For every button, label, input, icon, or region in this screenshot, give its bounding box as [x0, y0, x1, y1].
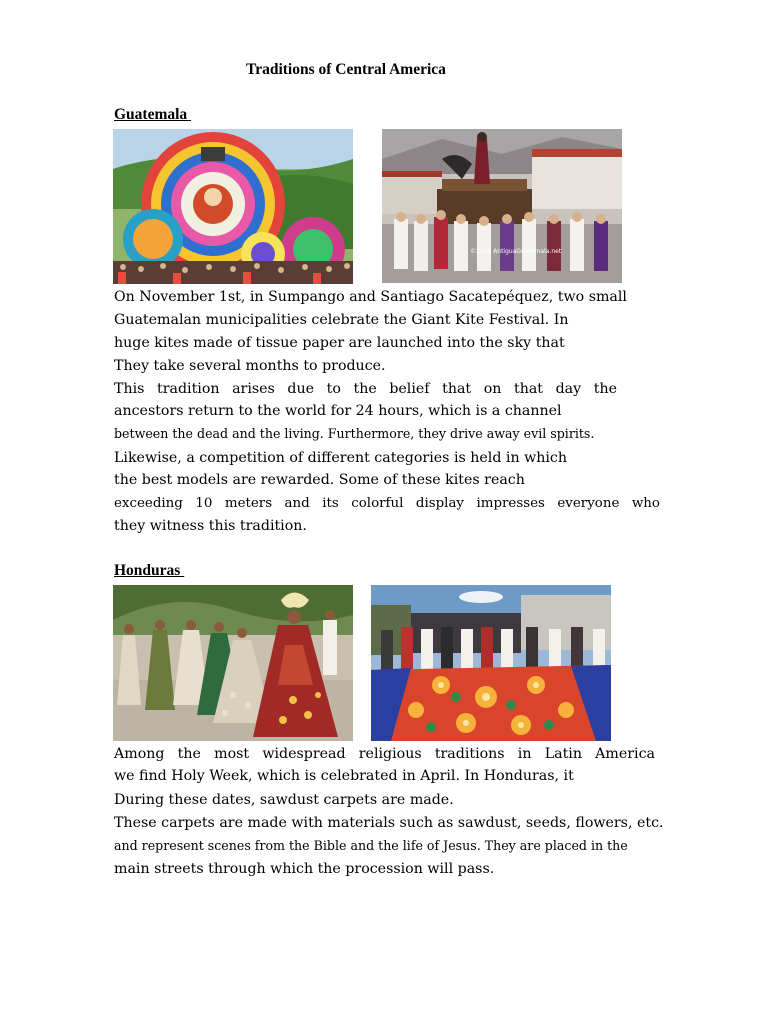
- text-line: During these dates, sawdust carpets are made.: [114, 792, 454, 808]
- text-line: This tradition arises due to the belief that on that day the: [114, 381, 617, 397]
- folk-dancers-photo: [113, 585, 353, 741]
- text-line: and represent scenes from the Bible and the life of Jesus. They are placed in the: [114, 838, 628, 853]
- text-line: These carpets are made with materials such as sawdust, seeds, flowers, etc.: [114, 815, 664, 831]
- text-line: ancestors return to the world for 24 hours, which is a channel: [114, 403, 562, 419]
- text-line: Likewise, a competition of different categories is held in which: [114, 450, 568, 466]
- document-title: Traditions of Central America: [246, 61, 446, 78]
- text-line: Guatemalan municipalities celebrate the Giant Kite Festival. In: [114, 312, 569, 328]
- section-heading-guatemala: Guatemala: [114, 106, 192, 123]
- text-line: exceeding 10 meters and its colorful display impresses everyone who: [114, 496, 660, 511]
- text-line: They take several months to produce.: [114, 358, 386, 374]
- section-heading-honduras: Honduras: [114, 562, 185, 579]
- photo-watermark: ©2010 AntiguaGuatemala.net: [470, 248, 562, 255]
- sawdust-carpet-photo: [371, 585, 611, 741]
- text-line: On November 1st, in Sumpango and Santiago Sacatepéquez, two small: [114, 289, 627, 305]
- text-line: huge kites made of tissue paper are launched into the sky that: [114, 335, 565, 351]
- text-line: the best models are rewarded. Some of these kites reach: [114, 472, 525, 488]
- giant-kite-festival-photo: [113, 129, 353, 284]
- text-line: they witness this tradition.: [114, 518, 307, 534]
- text-line: Among the most widespread religious traditions in Latin America: [114, 746, 655, 762]
- procession-photo: [382, 129, 622, 283]
- text-line: we find Holy Week, which is celebrated in April. In Honduras, it: [114, 768, 574, 784]
- text-line: between the dead and the living. Furthermore, they drive away evil spirits.: [114, 426, 595, 441]
- text-line: main streets through which the procession will pass.: [114, 861, 495, 877]
